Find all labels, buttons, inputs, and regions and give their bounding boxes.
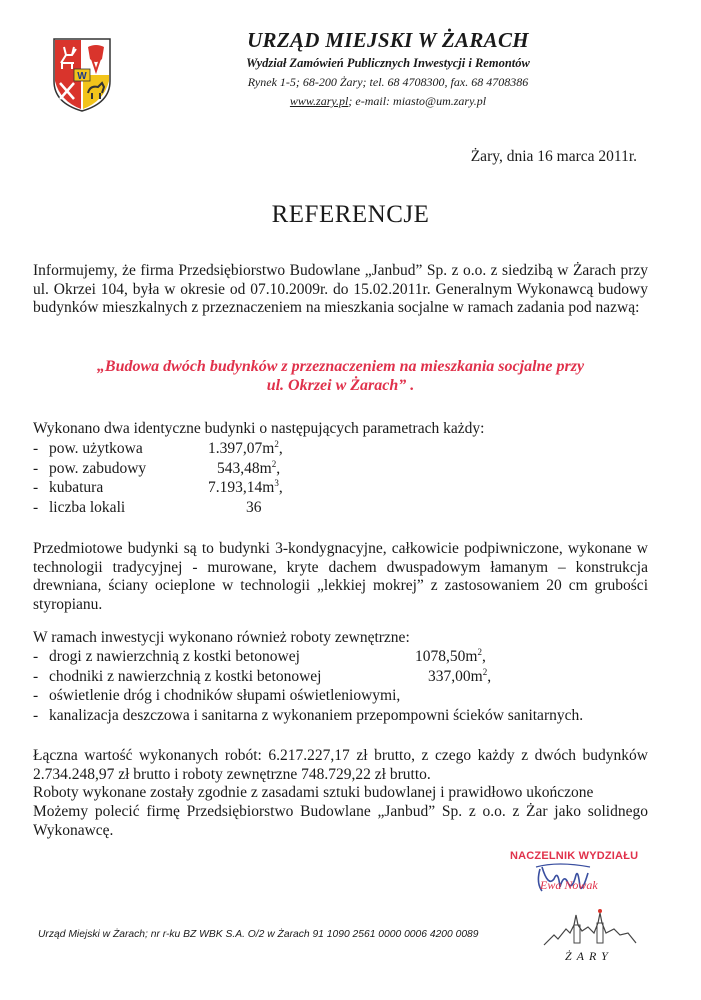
closing-paragraph-1: Roboty wykonane zostały zgodnie z zasadami sztuki budowlanej i prawidłowo ukończone [33,784,594,801]
list-item [33,707,693,727]
external-works-list [33,648,693,726]
list-item [33,668,693,688]
param-label: kubatura [49,479,104,496]
closing-paragraph-2: Możemy polecić firmę Przedsiębiorstwo Budowlane „Janbud” Sp. z o.o. z Żar jako solidnego Wykonawcę. [33,803,648,839]
work-label: drogi z nawierzchnią z kostki betonowej [49,648,300,665]
works-intro: W ramach inwestycji wykonano również roboty zewnętrzne: [33,629,410,646]
list-dash: - [33,498,39,516]
param-value: 36 [246,498,262,516]
parameters-list [33,440,633,518]
letter-date: Żary, dnia 16 marca 2011r. [470,148,637,165]
project-name [33,357,648,395]
office-contact [208,94,568,109]
param-value: $1.397,07m^2$, [208,439,283,457]
param-label: pow. użytkowa [49,440,143,457]
stamp-title: NACZELNIK WYDZIAŁU [510,850,639,862]
office-name: URZĄD MIEJSKI W ŻARACH [247,28,529,52]
list-item [33,479,633,499]
list-dash: - [33,687,39,704]
list-dash: - [33,706,39,724]
description-paragraph: Przedmiotowe budynki są to budynki 3-kondygnacyjne, całkowicie podpiwniczone, wykonane w technologii tradycyjnej - murowane, kryte dachem dwuspadowym łamanym – konstrukcja drewniana, ściany ocieplone w technologii „lekkiej mokrej” z zastosowaniem 20 cm grubości styropianu. [33,540,648,613]
website-link[interactable]: www.zary.pl [289,94,349,108]
param-value: $7.193,14m^3$, [208,478,283,496]
list-item [33,687,693,707]
list-dash: - [33,648,39,665]
list-dash: - [33,479,39,496]
list-dash: - [33,667,39,685]
work-value: $1078,50m^2$, [415,647,486,665]
total-value-paragraph: Łączna wartość wykonanych robót: 6.217.227,17 zł brutto, z czego każdy z dwóch budynków 2.734.248,97 zł brutto i roboty zewnętrzne 748.729,22 zł brutto. [33,747,648,783]
footer-logo-text: ŻARY [565,949,613,963]
project-name-line-2: ul. Okrzei w Żarach” . [266,377,415,394]
department-name: Wydział Zamówień Publicznych Inwestycji i Remontów [246,56,530,70]
footer-bank-info: Urząd Miejski w Żarach; nr r-ku BZ WBK S.A. O/2 w Żarach 91 1090 2561 0000 0006 4200 0089 [38,929,479,940]
param-value: $543,48m^2$, [217,458,281,477]
letter-title: REFERENCJE [271,201,430,228]
list-item [33,460,633,480]
work-label: oświetlenie dróg i chodników słupami oświetleniowymi, [49,687,401,704]
params-intro: Wykonano dwa identyczne budynki o następujących parametrach każdy: [33,420,485,437]
list-dash: - [33,459,39,477]
work-label: chodniki z nawierzchnią z kostki betonowej [49,667,322,685]
param-label: liczba lokali [49,498,126,516]
list-item [33,440,633,460]
list-item [33,499,633,519]
list-item [33,648,693,668]
email-text: ; e-mail: miasto@um.zary.pl [348,94,487,108]
work-label: kanalizacja deszczowa i sanitarna z wykonaniem przepompowni ścieków sanitarnych. [49,706,584,724]
coat-of-arms-logo [52,37,112,113]
signatory-name: Ewa Nowak [540,878,598,892]
svg-text:W: W [77,71,87,82]
work-value: $337,00m^2$, [428,666,492,685]
list-dash: - [33,440,39,457]
office-address: Rynek 1-5; 68-200 Żary; tel. 68 4708300, fax. 68 4708386 [247,75,529,89]
project-name-line-1: „Budowa dwóch budynków z przeznaczeniem na mieszkania socjalne przy [96,358,585,375]
intro-paragraph: Informujemy, że firma Przedsiębiorstwo Budowlane „Janbud” Sp. z o.o. z siedzibą w Żarach przy ul. Okrzei 104, była w okresie od 07.10.2009r. do 15.02.2011r. Generalnym Wykonawcą budowy budynków mieszkalnych z przeznaczeniem na mieszkania socjalne w ramach zadania pod nazwą: [33,262,648,316]
param-label: pow. zabudowy [49,459,147,477]
